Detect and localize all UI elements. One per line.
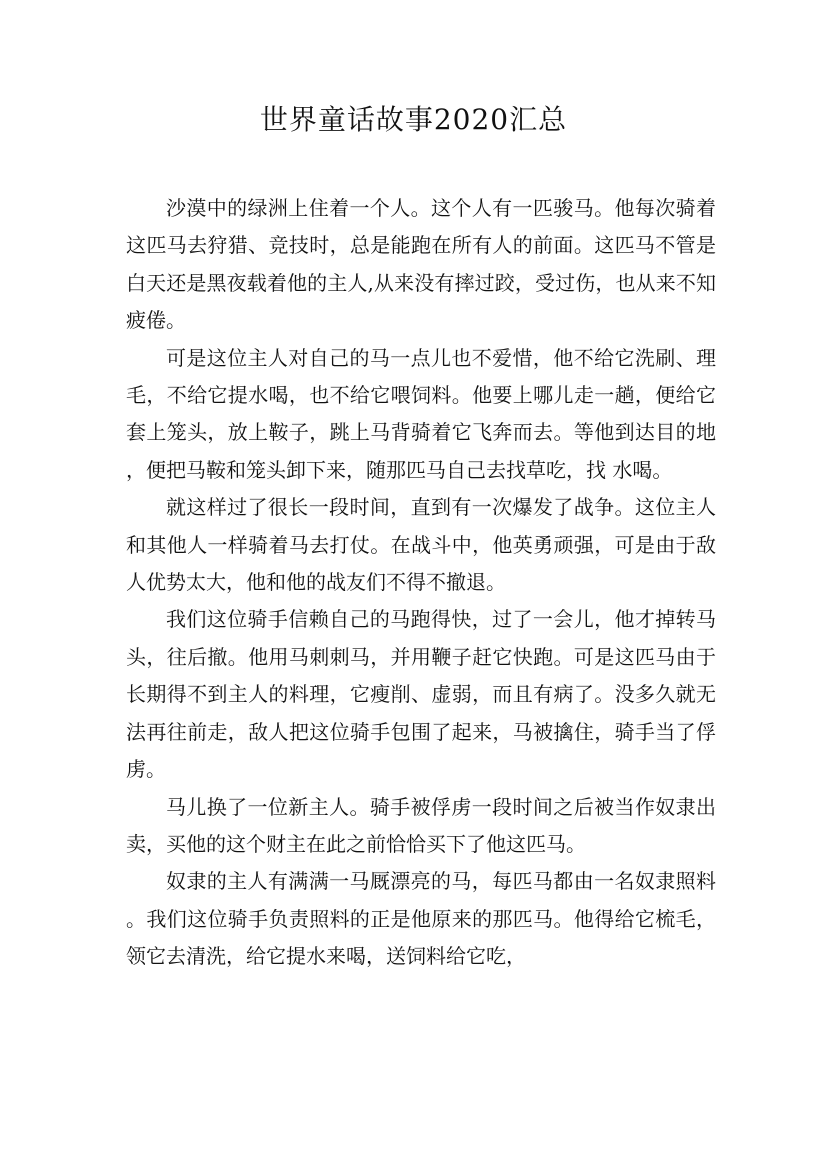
document-body (126, 190, 716, 976)
document-title: 世界童话故事2020汇总 (259, 103, 568, 136)
paragraph: 可是这位主人对自己的马一点儿也不爱惜，他不给它洗刷、理毛，不给它提水喝，也不给它喂饲料。他要上哪儿走一趟，便给它套上笼头，放上鞍子，跳上马背骑着它飞奔而去。等他到达目的地，便把马鞍和笼头卸下来，随那匹马自己去找草吃，找 水喝。 (126, 345, 716, 482)
paragraph: 马儿换了一位新主人。骑手被俘虏一段时间之后被当作奴隶出卖，买他的这个财主在此之前恰恰买下了他这匹马。 (126, 794, 716, 856)
paragraph: 就这样过了很长一段时间，直到有一次爆发了战争。这位主人和其他人一样骑着马去打仗。在战斗中，他英勇顽强，可是由于敌人优势太大，他和他的战友们不得不撤退。 (126, 495, 716, 595)
paragraph: 沙漠中的绿洲上住着一个人。这个人有一匹骏马。他每次骑着这匹马去狩猎、竞技时，总是能跑在所有人的前面。这匹马不管是白天还是黑夜载着他的主人,从来没有摔过跤，受过伤，也从来不知疲倦。 (126, 196, 716, 333)
paragraph: 奴隶的主人有满满一马厩漂亮的马，每匹马都由一名奴隶照料。我们这位骑手负责照料的正是他原来的那匹马。他得给它梳毛，领它去清洗，给它提水来喝，送饲料给它吃， (126, 869, 716, 969)
paragraph: 我们这位骑手信赖自己的马跑得快，过了一会儿，他才掉转马头，往后撤。他用马刺刺马，并用鞭子赶它快跑。可是这匹马由于长期得不到主人的料理，它瘦削、虚弱，而且有病了。没多久就无法再往前走，敌人把这位骑手包围了起来，马被擒住，骑手当了俘虏。 (126, 607, 716, 782)
